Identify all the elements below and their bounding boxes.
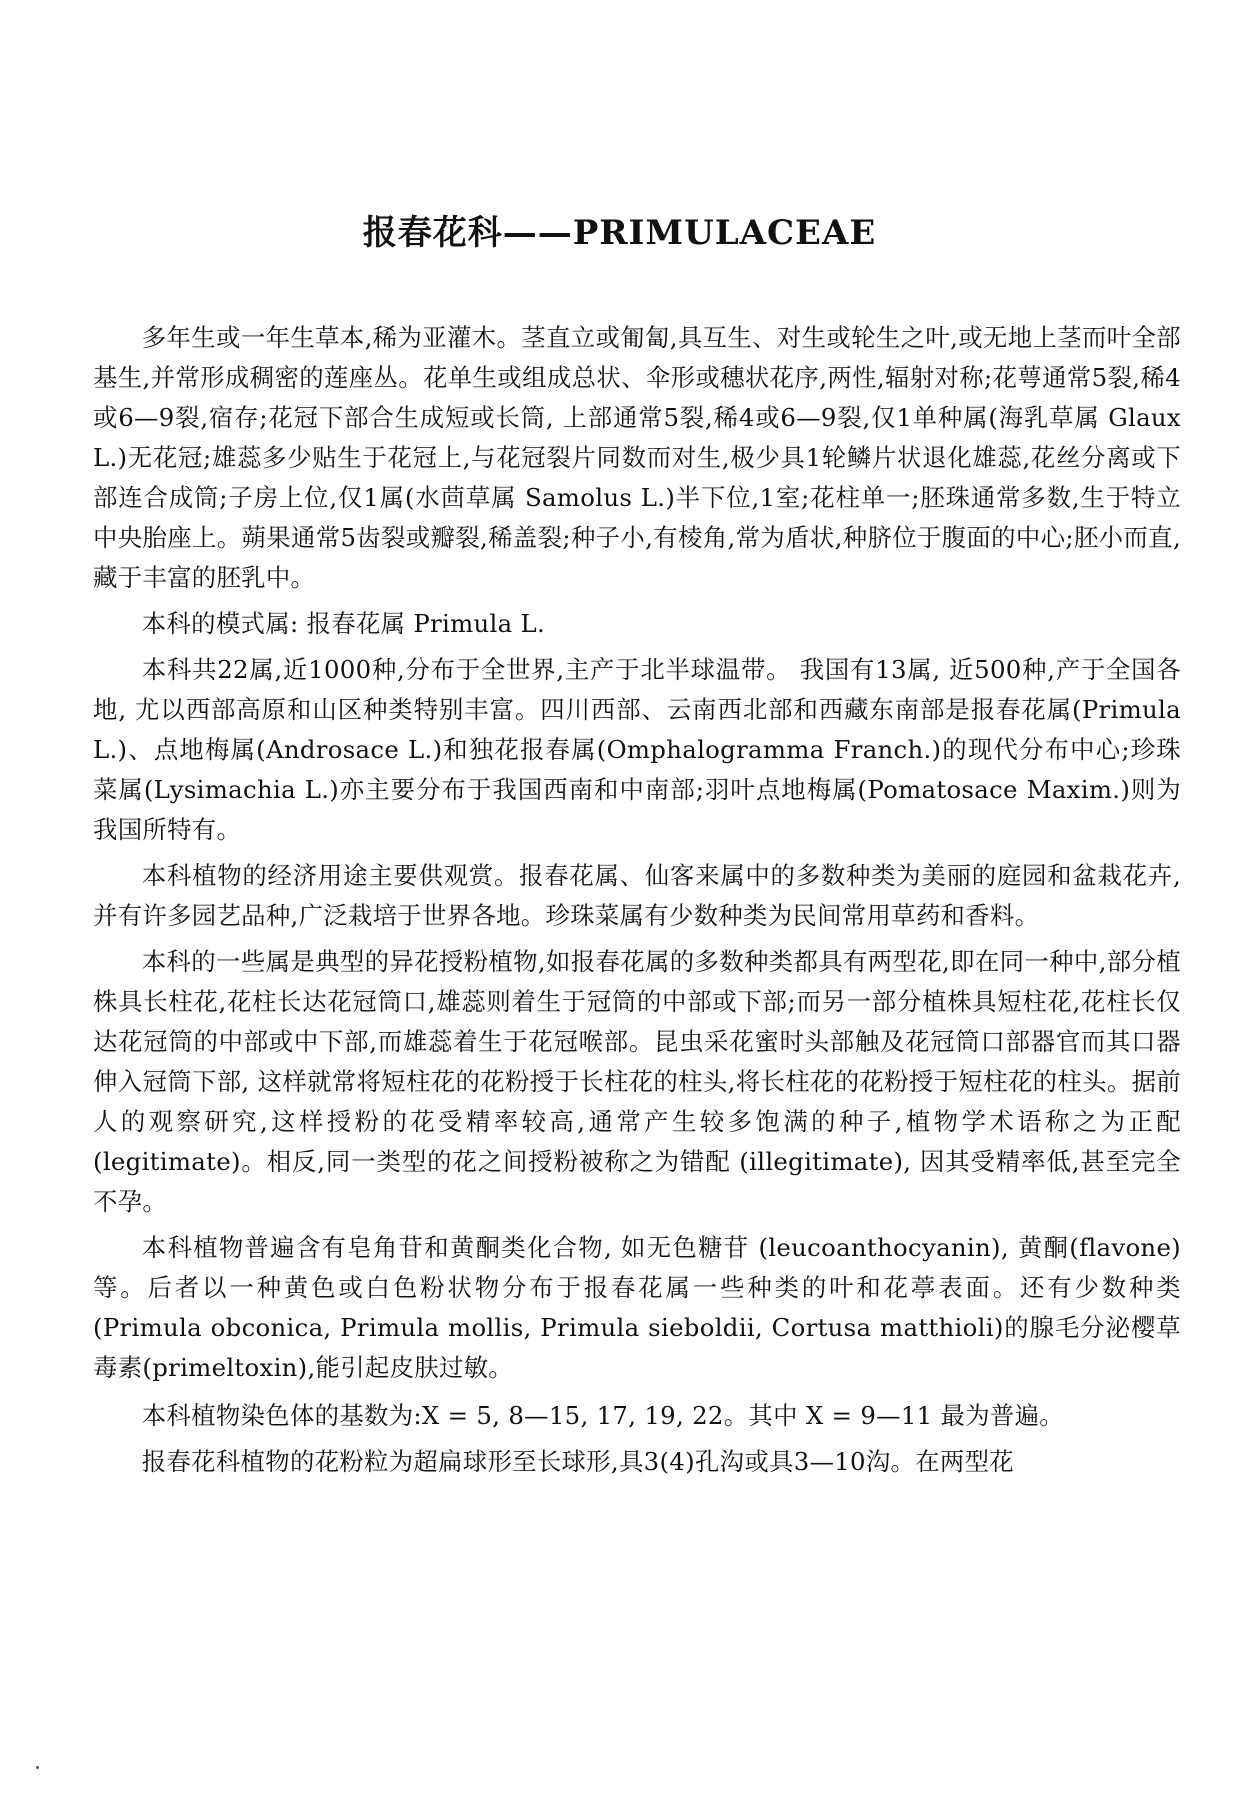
paragraph-distribution: 本科共22属,近1000种,分布于全世界,主产于北半球温带。 我国有13属, 近500种,产于全国各地, 尤以西部高原和山区种类特别丰富。四川西部、云南西北部和西藏东南部是报春花属(Primula L.)、点地梅属(Androsace L.)和独花报春属(Omphalogramma Franch.)的现代分布中心;珍珠菜属(Lysimachia L.)亦主要分布于我国西南和中南部;羽叶点地梅属(Pomatosace Maxim.)则为我国所特有。 bbox=[93, 655, 1181, 844]
scan-speck bbox=[36, 1766, 39, 1769]
paragraph-chromosomes: 本科植物染色体的基数为:X = 5, 8—15, 17, 19, 22。其中 X = 9—11 最为普遍。 bbox=[141, 1401, 1064, 1430]
page-title: 报春花科——PRIMULACEAE bbox=[362, 213, 877, 253]
paragraph-type-genus: 本科的模式属: 报春花属 Primula L. bbox=[141, 609, 546, 638]
paragraph-chemistry: 本科植物普遍含有皂角苷和黄酮类化合物, 如无色糖苷 (leucoanthocyanin), 黄酮(flavone)等。后者以一种黄色或白色粉状物分布于报春花属一些种类的叶和花葶表面。还有少数种类 (Primula obconica, Primula mollis, Primula sieboldii, Cortusa matthioli)的腺毛分泌樱草毒素(primeltoxin),能引起皮肤过敏。 bbox=[93, 1233, 1181, 1382]
paragraph-pollination: 本科的一些属是典型的异花授粉植物,如报春花属的多数种类都具有两型花,即在同一种中,部分植株具长柱花,花柱长达花冠筒口,雄蕊则着生于冠筒的中部或下部;而另一部分植株具短柱花,花柱长仅达花冠筒的中部或中下部,而雄蕊着生于花冠喉部。昆虫采花蜜时头部触及花冠筒口部器官而其口器伸入冠筒下部, 这样就常将短柱花的花粉授于长柱花的柱头,将长柱花的花粉授于短柱花的柱头。据前人的观察研究,这样授粉的花受精率较高,通常产生较多饱满的种子,植物学术语称之为正配 (legitimate)。相反,同一类型的花之间授粉被称之为错配 (illegitimate), 因其受精率低,甚至完全不孕。 bbox=[93, 947, 1181, 1216]
body-text bbox=[93, 318, 1181, 1488]
paragraph-economic-use: 本科植物的经济用途主要供观赏。报春花属、仙客来属中的多数种类为美丽的庭园和盆栽花卉,并有许多园艺品种,广泛栽培于世界各地。珍珠菜属有少数种类为民间常用草药和香料。 bbox=[93, 861, 1181, 930]
paragraph-description: 多年生或一年生草本,稀为亚灌木。茎直立或匍匐,具互生、对生或轮生之叶,或无地上茎而叶全部基生,并常形成稠密的莲座丛。花单生或组成总状、伞形或穗状花序,两性,辐射对称;花萼通常5裂,稀4或6—9裂,宿存;花冠下部合生成短或长筒, 上部通常5裂,稀4或6—9裂,仅1单种属(海乳草属 Glaux L.)无花冠;雄蕊多少贴生于花冠上,与花冠裂片同数而对生,极少具1轮鳞片状退化雄蕊,花丝分离或下部连合成筒;子房上位,仅1属(水茴草属 Samolus L.)半下位,1室;花柱单一;胚珠通常多数,生于特立中央胎座上。蒴果通常5齿裂或瓣裂,稀盖裂;种子小,有棱角,常为盾状,种脐位于腹面的中心;胚小而直,藏于丰富的胚乳中。 bbox=[93, 323, 1181, 592]
paragraph-pollen: 报春花科植物的花粉粒为超扁球形至长球形,具3(4)孔沟或具3—10沟。在两型花 bbox=[141, 1447, 1014, 1476]
